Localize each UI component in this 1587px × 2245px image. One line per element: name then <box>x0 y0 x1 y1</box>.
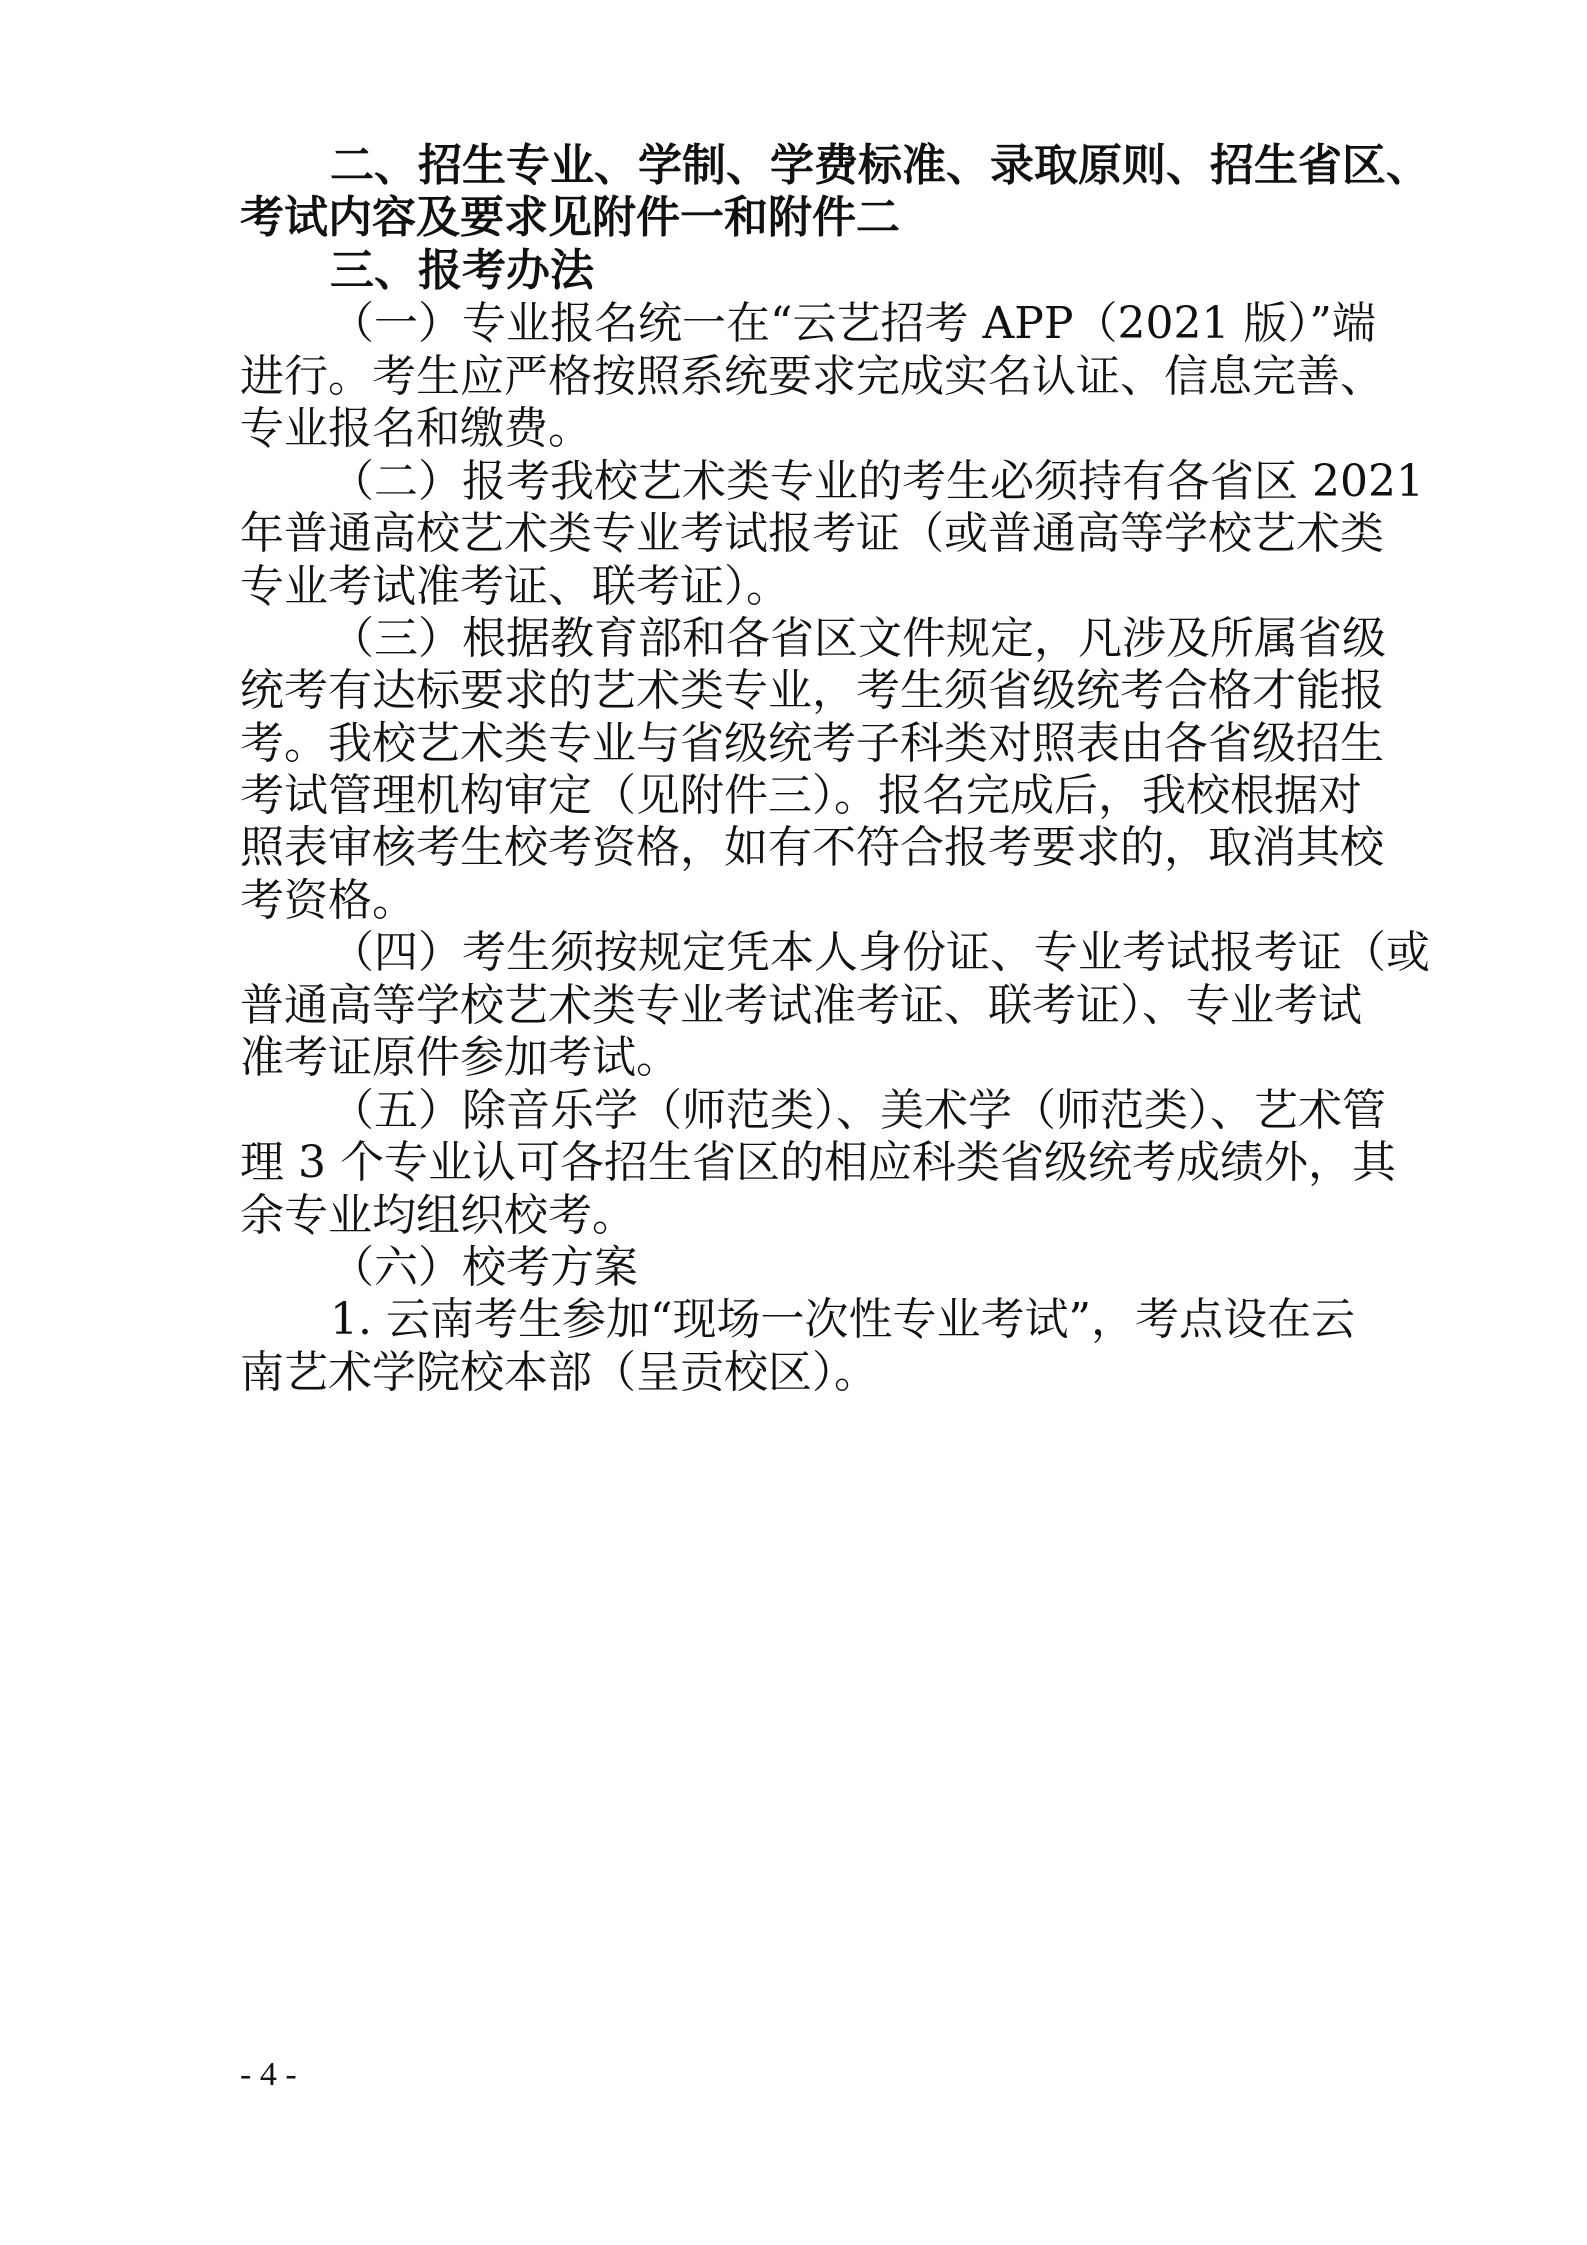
paragraph-7-line-2: 南艺术学院校本部（呈贡校区）。 <box>240 1347 878 1398</box>
section-heading-2-line-1: 二、招生专业、学制、学费标准、录取原则、招生省区、 <box>330 140 1430 191</box>
paragraph-2-line-3: 专业考试准考证、联考证）。 <box>240 561 790 612</box>
paragraph-1-line-3: 专业报名和缴费。 <box>240 403 592 454</box>
paragraph-5-line-3: 余专业均组织校考。 <box>240 1190 636 1241</box>
paragraph-5-line-2: 理 3 个专业认可各招生省区的相应科类省级统考成绩外，其 <box>240 1137 1396 1188</box>
paragraph-6-line-1: （六）校考方案 <box>330 1242 638 1293</box>
paragraph-5-line-1: （五）除音乐学（师范类）、美术学（师范类）、艺术管 <box>330 1085 1386 1136</box>
page-number: - 4 - <box>240 2056 297 2093</box>
paragraph-3-line-5: 照表审核考生校考资格，如有不符合报考要求的，取消其校 <box>240 822 1384 873</box>
paragraph-3-line-1: （三）根据教育部和各省区文件规定，凡涉及所属省级 <box>330 613 1386 664</box>
paragraph-4-line-2: 普通高等学校艺术类专业考试准考证、联考证）、专业考试 <box>240 980 1362 1031</box>
paragraph-7-line-1: 1. 云南考生参加“现场一次性专业考试”，考点设在云 <box>330 1294 1355 1345</box>
section-heading-3: 三、报考办法 <box>330 245 594 296</box>
paragraph-4-line-3: 准考证原件参加考试。 <box>240 1032 680 1083</box>
paragraph-1-line-2: 进行。考生应严格按照系统要求完成实名认证、信息完善、 <box>240 351 1384 402</box>
paragraph-3-line-2: 统考有达标要求的艺术类专业，考生须省级统考合格才能报 <box>240 665 1384 716</box>
paragraph-3-line-6: 考资格。 <box>240 875 416 926</box>
paragraph-1-line-1: （一）专业报名统一在“云艺招考 APP（2021 版）”端 <box>330 298 1376 349</box>
paragraph-2-line-1: （二）报考我校艺术类专业的考生必须持有各省区 2021 <box>330 456 1424 507</box>
paragraph-2-line-2: 年普通高校艺术类专业考试报考证（或普通高等学校艺术类 <box>240 508 1384 559</box>
section-heading-2-line-2: 考试内容及要求见附件一和附件二 <box>240 192 900 243</box>
paragraph-4-line-1: （四）考生须按规定凭本人身份证、专业考试报考证（或 <box>330 927 1430 978</box>
paragraph-3-line-4: 考试管理机构审定（见附件三）。报名完成后，我校根据对 <box>240 770 1362 821</box>
paragraph-3-line-3: 考。我校艺术类专业与省级统考子科类对照表由各省级招生 <box>240 718 1384 769</box>
